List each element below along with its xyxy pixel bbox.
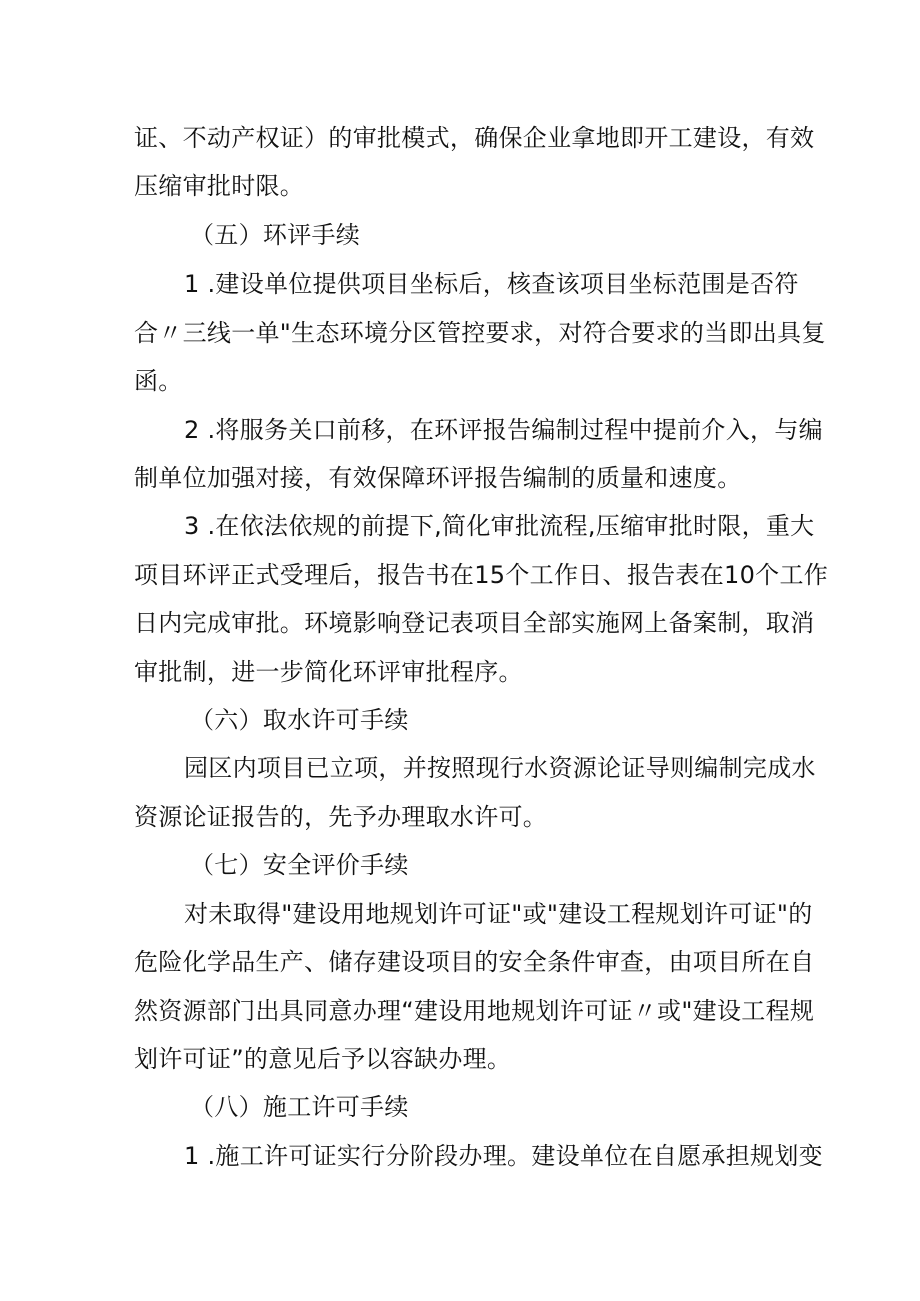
paragraph-line: 合〃三线一单"生态环境分区管控要求，对符合要求的当即出具复 xyxy=(134,319,826,347)
paragraph-line: 3 .在依法依规的前提下,简化审批流程,压缩审批时限，重大 xyxy=(184,512,815,540)
paragraph-line: 证、不动产权证）的审批模式，确保企业拿地即开工建设，有效 xyxy=(134,124,815,152)
paragraph-line: 日内完成审批。环境影响登记表项目全部实施网上备案制，取消 xyxy=(134,609,815,637)
section-heading: （八）施工许可手续 xyxy=(190,1093,409,1121)
paragraph-line: 制单位加强对接，有效保障环评报告编制的质量和速度。 xyxy=(134,464,742,492)
paragraph-line: 对未取得"建设用地规划许可证"或"建设工程规划许可证"的 xyxy=(184,900,813,928)
paragraph-line: 园区内项目已立项，并按照现行水资源论证导则编制完成水 xyxy=(184,754,816,782)
paragraph-line: 1 .建设单位提供项目坐标后，核查该项目坐标范围是否符 xyxy=(184,270,799,298)
paragraph-line: 审批制，进一步简化环评审批程序。 xyxy=(134,658,523,686)
paragraph-line: 项目环评正式受理后，报告书在15个工作日、报告表在10个工作 xyxy=(134,561,829,589)
paragraph-line: 压缩审批时限。 xyxy=(134,172,305,200)
paragraph-line: 资源论证报告的，先予办理取水许可。 xyxy=(134,803,548,831)
section-heading: （七）安全评价手续 xyxy=(190,851,409,879)
paragraph-line: 1 .施工许可证实行分阶段办理。建设单位在自愿承担规划变 xyxy=(184,1142,823,1170)
section-heading: （五）环评手续 xyxy=(190,221,361,249)
paragraph-line: 函。 xyxy=(134,367,183,395)
paragraph-line: 划许可证”的意见后予以容缺办理。 xyxy=(134,1045,512,1073)
paragraph-line: 然资源部门出具同意办理“建设用地规划许可证〃或"建设工程规 xyxy=(134,997,815,1025)
paragraph-line: 危险化学品生产、储存建设项目的安全条件审查，由项目所在自 xyxy=(134,948,815,976)
paragraph-line: 2 .将服务关口前移，在环评报告编制过程中提前介入，与编 xyxy=(184,416,823,444)
section-heading: （六）取水许可手续 xyxy=(190,706,409,734)
